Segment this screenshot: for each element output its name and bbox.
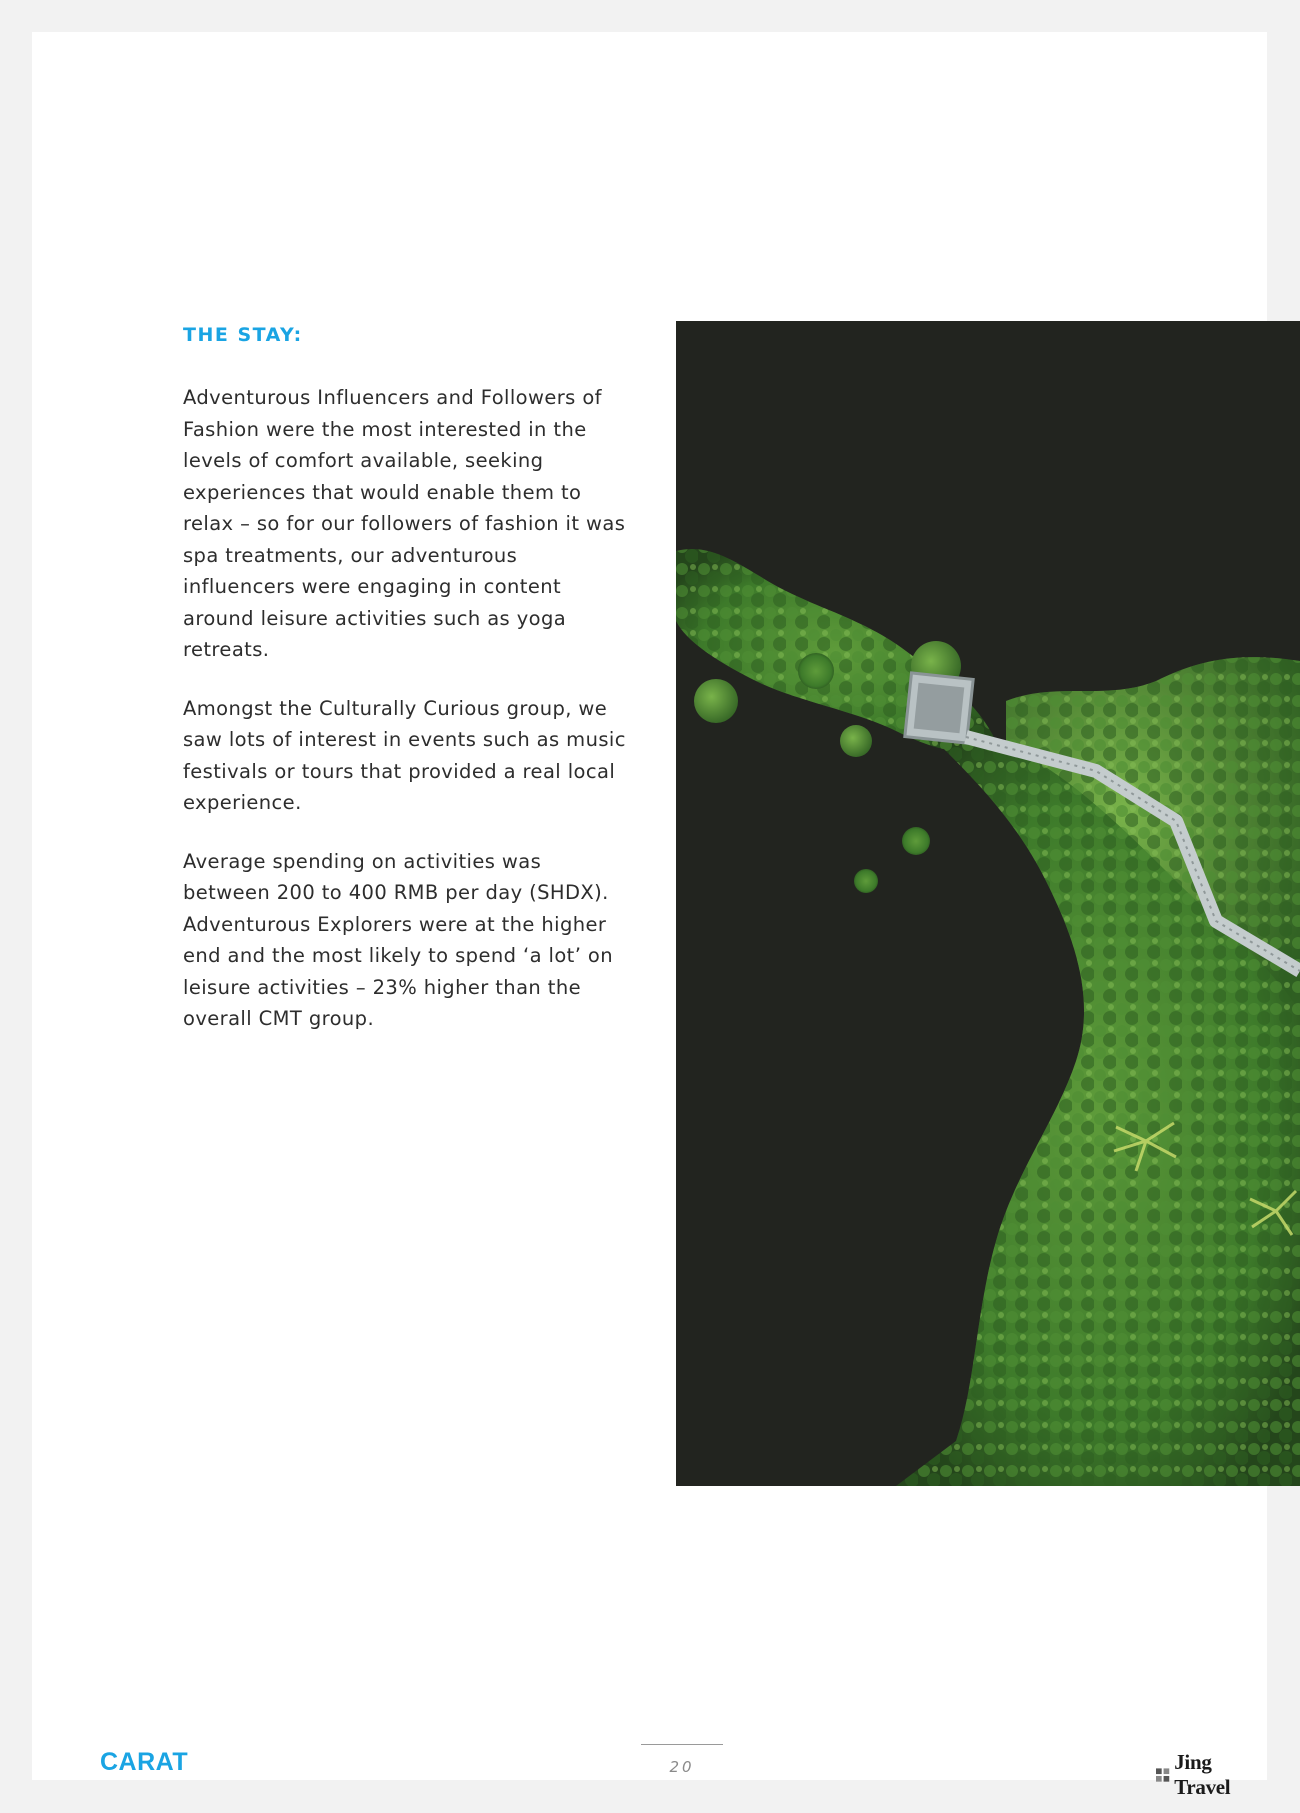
jing-travel-name: Jing Travel [1174, 1750, 1231, 1799]
paragraph-3: Average spending on activities was between 200 to 400 RMB per day (SHDX). Adventurous Explorers were at the higher end and the most likely to spend ‘a lot’ on leisure activities – 23% higher than the overall CMT group. [183, 849, 614, 1030]
paragraph-2: Amongst the Culturally Curious group, we saw lots of interest in events such as music festivals or tours that provided a real local experience. [183, 696, 626, 814]
aerial-boardwalk-photo [676, 321, 1300, 1486]
mangrove-image [676, 321, 1300, 1486]
carat-logo: CARAT [100, 1748, 189, 1776]
jing-travel-logo [1156, 1750, 1267, 1800]
section-title: THE STAY: [183, 324, 303, 346]
page-number-rule [641, 1744, 723, 1745]
jing-mark-icon [1156, 1768, 1170, 1783]
body-text [183, 382, 633, 1062]
page-number: 20 [669, 1758, 695, 1776]
paragraph-1: Adventurous Influencers and Followers of Fashion were the most interested in the levels of comfort available, seeking experiences that would enable them to relax – so for our followers of fashion it was spa treatments, our adventurous influencers were engaging in content around leisure activities such as yoga retreats. [183, 386, 626, 661]
